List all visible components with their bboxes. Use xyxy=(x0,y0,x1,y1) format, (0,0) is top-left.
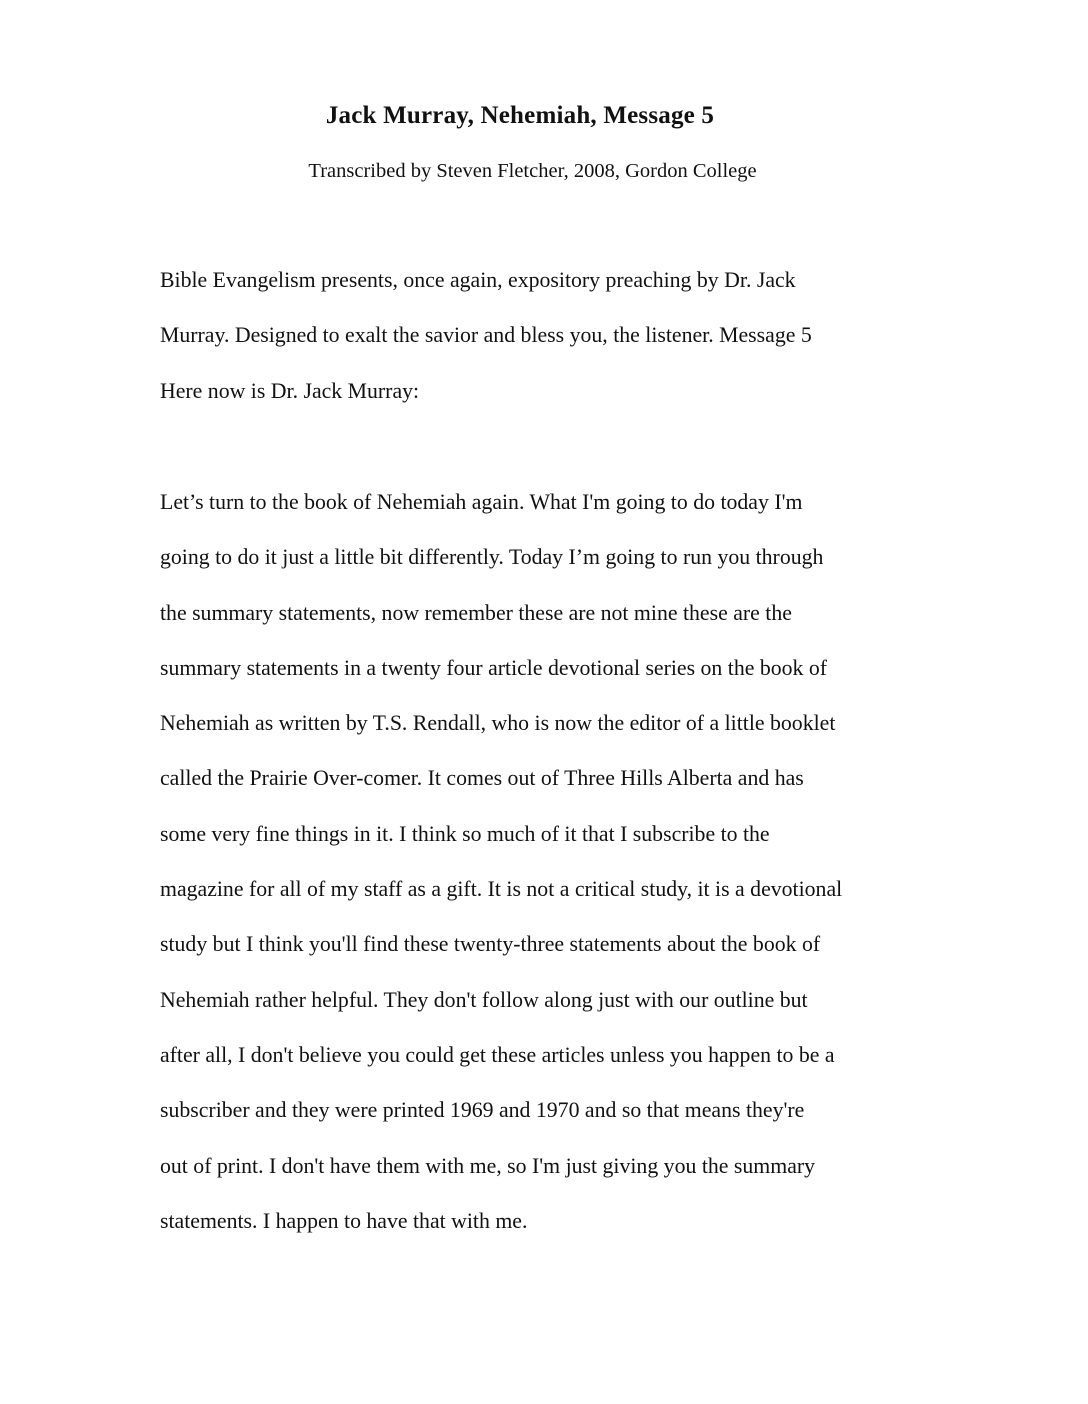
body-line: study but I think you'll find these twenty-three statements about the book of xyxy=(160,932,821,957)
body-line: statements. I happen to have that with me. xyxy=(160,1208,528,1233)
body-line: some very fine things in it. I think so much of it that I subscribe to the xyxy=(160,821,770,846)
intro-line: Murray. Designed to exalt the savior and bless you, the listener. Message 5 xyxy=(160,323,812,348)
body-line: called the Prairie Over-comer. It comes out of Three Hills Alberta and has xyxy=(160,766,804,791)
body-line: out of print. I don't have them with me, so I'm just giving you the summary xyxy=(160,1153,816,1178)
document-title: Jack Murray, Nehemiah, Message 5 xyxy=(325,102,715,129)
document-subtitle: Transcribed by Steven Fletcher, 2008, Gordon College xyxy=(308,160,757,182)
body-line: the summary statements, now remember these are not mine these are the xyxy=(160,600,792,625)
body-line: after all, I don't believe you could get these articles unless you happen to be a xyxy=(160,1042,835,1067)
body-line: subscriber and they were printed 1969 and 1970 and so that means they're xyxy=(160,1098,805,1123)
intro-paragraph xyxy=(160,265,940,431)
body-line: Let’s turn to the book of Nehemiah again. What I'm going to do today I'm xyxy=(160,490,803,514)
body-line: magazine for all of my staff as a gift. It is not a critical study, it is a devotional xyxy=(160,877,843,902)
intro-line: Here now is Dr. Jack Murray: xyxy=(160,378,420,403)
body-line: going to do it just a little bit differently. Today I’m going to run you through xyxy=(160,545,824,570)
body-line: Nehemiah as written by T.S. Rendall, who is now the editor of a little booklet xyxy=(160,711,836,736)
intro-line: Bible Evangelism presents, once again, expository preaching by Dr. Jack xyxy=(160,268,796,292)
body-line: summary statements in a twenty four article devotional series on the book of xyxy=(160,655,828,680)
body-line: Nehemiah rather helpful. They don't follow along just with our outline but xyxy=(160,987,808,1012)
body-paragraph xyxy=(160,487,940,1261)
